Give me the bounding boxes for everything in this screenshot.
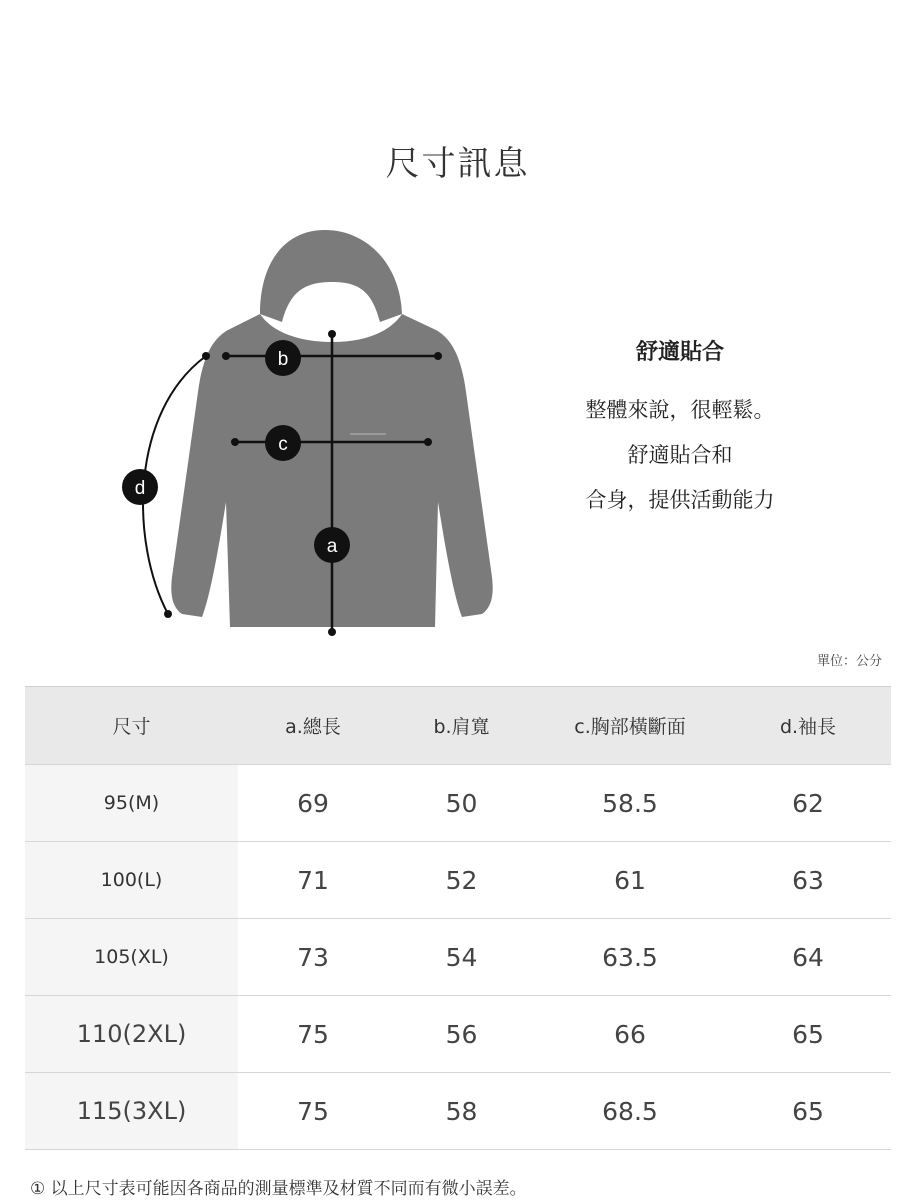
page-title: 尺寸訊息 (385, 144, 530, 184)
table-row (25, 919, 891, 996)
label-c-badge (265, 425, 301, 461)
table-row (25, 1073, 891, 1150)
value-cell: 61 (614, 865, 646, 895)
size-cell: 115(3XL) (25, 1073, 238, 1149)
svg-text:d: d (134, 478, 146, 499)
value-cell: 52 (445, 865, 478, 895)
value-cell: 65 (792, 1019, 824, 1049)
svg-text:a: a (326, 536, 338, 557)
label-b-badge (265, 340, 301, 376)
table-row (25, 842, 891, 919)
header-total-length: a.總長 (285, 716, 341, 738)
size-cell: 105(XL) (25, 919, 238, 995)
size-cell: 110(2XL) (25, 996, 238, 1072)
fit-description (560, 335, 800, 523)
value-cell: 65 (792, 1096, 824, 1126)
value-cell: 56 (445, 1019, 478, 1049)
fit-line: 舒適貼合和 (627, 443, 733, 467)
value-cell: 58 (445, 1096, 478, 1126)
value-cell: 63.5 (602, 942, 658, 972)
value-cell: 71 (297, 865, 329, 895)
value-cell: 64 (792, 942, 824, 972)
svg-text:b: b (277, 349, 289, 370)
header-size: 尺寸 (112, 716, 151, 738)
size-table (25, 686, 891, 1150)
value-cell: 73 (297, 942, 329, 972)
fit-line: 合身，提供活動能力 (585, 488, 775, 512)
value-cell: 62 (792, 788, 824, 818)
svg-text:c: c (278, 434, 288, 455)
measurement-note: ① 以上尺寸表可能因各商品的測量標準及材質不同而有微小誤差。 (30, 1179, 527, 1199)
table-row (25, 996, 891, 1073)
fit-line: 整體來說，很輕鬆。 (585, 398, 775, 422)
size-cell: 95(M) (25, 765, 238, 841)
value-cell: 69 (297, 788, 329, 818)
value-cell: 75 (297, 1019, 329, 1049)
value-cell: 66 (614, 1019, 646, 1049)
label-d-badge (122, 469, 158, 505)
unit-label: 單位：公分 (816, 654, 882, 669)
header-shoulder-width: b.肩寬 (433, 716, 490, 738)
value-cell: 63 (792, 865, 824, 895)
jacket-diagram (110, 222, 520, 652)
table-header-row (25, 686, 891, 765)
table-row (25, 765, 891, 842)
value-cell: 75 (297, 1096, 329, 1126)
fit-title: 舒適貼合 (635, 340, 724, 365)
header-chest: c.胸部橫斷面 (574, 716, 686, 738)
size-cell: 100(L) (25, 842, 238, 918)
header-sleeve-length: d.袖長 (779, 716, 837, 738)
value-cell: 50 (445, 788, 478, 818)
value-cell: 54 (445, 942, 478, 972)
value-cell: 58.5 (602, 788, 658, 818)
value-cell: 68.5 (602, 1096, 658, 1126)
label-a-badge (314, 527, 350, 563)
